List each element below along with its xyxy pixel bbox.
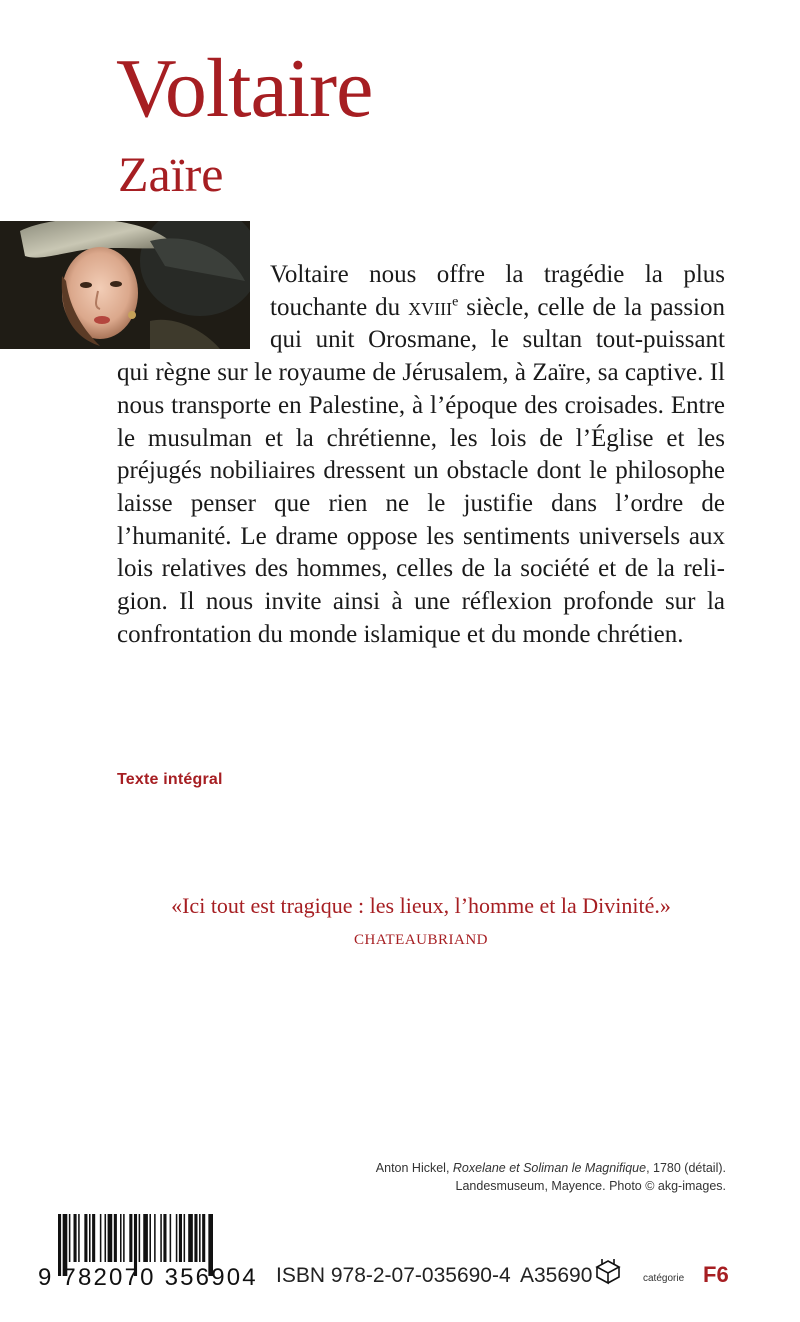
credit-artwork-title: Roxelane et Soliman le Magnifique xyxy=(452,1161,647,1175)
barcode-bar xyxy=(100,1214,102,1262)
barcode-bar xyxy=(74,1214,77,1262)
barcode-bar xyxy=(188,1214,193,1262)
barcode-bar xyxy=(143,1214,148,1262)
quote-author: CHATEAUBRIAND xyxy=(354,932,488,948)
barcode-bar xyxy=(78,1214,80,1262)
barcode-bar xyxy=(194,1214,197,1262)
category-label: catégorie xyxy=(643,1273,685,1284)
barcode-bar xyxy=(202,1214,205,1262)
century-superscript: e xyxy=(452,294,459,310)
barcode-bar xyxy=(149,1214,151,1262)
barcode-bar xyxy=(170,1214,172,1262)
image-credit xyxy=(376,1159,726,1195)
barcode-bar xyxy=(105,1214,107,1262)
barcode-digits: 9 782070 356904 xyxy=(38,1264,258,1291)
publisher-logo-icon xyxy=(593,1257,623,1287)
summary-part-1: Voltaire nous offre la tragédie la plus touchante du xyxy=(270,261,725,321)
barcode-bar xyxy=(92,1214,95,1262)
barcode-bar xyxy=(163,1214,166,1262)
barcode-bar xyxy=(179,1214,182,1262)
credit-date: , 1780 (détail). xyxy=(646,1161,726,1175)
edition-label: Texte intégral xyxy=(117,771,223,788)
barcode-bar xyxy=(114,1214,117,1262)
barcode-bar xyxy=(160,1214,162,1262)
author-name: Voltaire xyxy=(116,42,373,135)
credit-artist: Anton Hickel, xyxy=(375,1161,453,1175)
barcode-bar xyxy=(154,1214,156,1262)
barcode-bar xyxy=(108,1214,113,1262)
barcode-bar xyxy=(139,1214,141,1262)
barcode-bar xyxy=(199,1214,201,1262)
barcode-bar xyxy=(129,1214,132,1262)
product-code: A35690 xyxy=(520,1264,593,1287)
summary-part-2: siècle, celle de la passion qui unit Orosmane, le sultan tout-puissant qui règne sur le royaume de Jérusalem, à Zaïre, sa captive. Il nous transporte en Palestine, à l’époque des croisades. Entre le musulman et la chrétienne, les lois de l’Église et les préjugés nobiliaires dressent un obstacle dont le philosophe laisse penser que rien ne le justifie dans l’ordre de l’humanité. Le drame oppose les sentiments universels aux lois relatives des hommes, celles de la société et de la religion. Il nous invite ainsi à une réflexion profonde sur la confrontation du monde islamique et du monde chrétien. xyxy=(117,293,725,648)
image-wrap-spacer xyxy=(117,259,270,353)
credit-line-2: Landesmuseum, Mayence. Photo © akg-images. xyxy=(455,1179,726,1193)
barcode-bar xyxy=(120,1214,122,1262)
barcode-bar xyxy=(84,1214,87,1262)
barcode-bar xyxy=(176,1214,178,1262)
category-value: F6 xyxy=(703,1262,729,1287)
credit-line-1 xyxy=(376,1159,726,1177)
barcode-bar xyxy=(69,1214,71,1262)
century-numeral: xviii xyxy=(408,293,453,321)
book-title: Zaïre xyxy=(118,146,224,202)
quote-text: «Ici tout est tragique : les lieux, l’homme et la Divinité.» xyxy=(171,893,671,918)
barcode-bar xyxy=(123,1214,125,1262)
book-summary xyxy=(117,259,725,651)
barcode-bar xyxy=(89,1214,91,1262)
isbn-number: ISBN 978-2-07-035690-4 xyxy=(276,1264,511,1287)
barcode-bar xyxy=(184,1214,186,1262)
